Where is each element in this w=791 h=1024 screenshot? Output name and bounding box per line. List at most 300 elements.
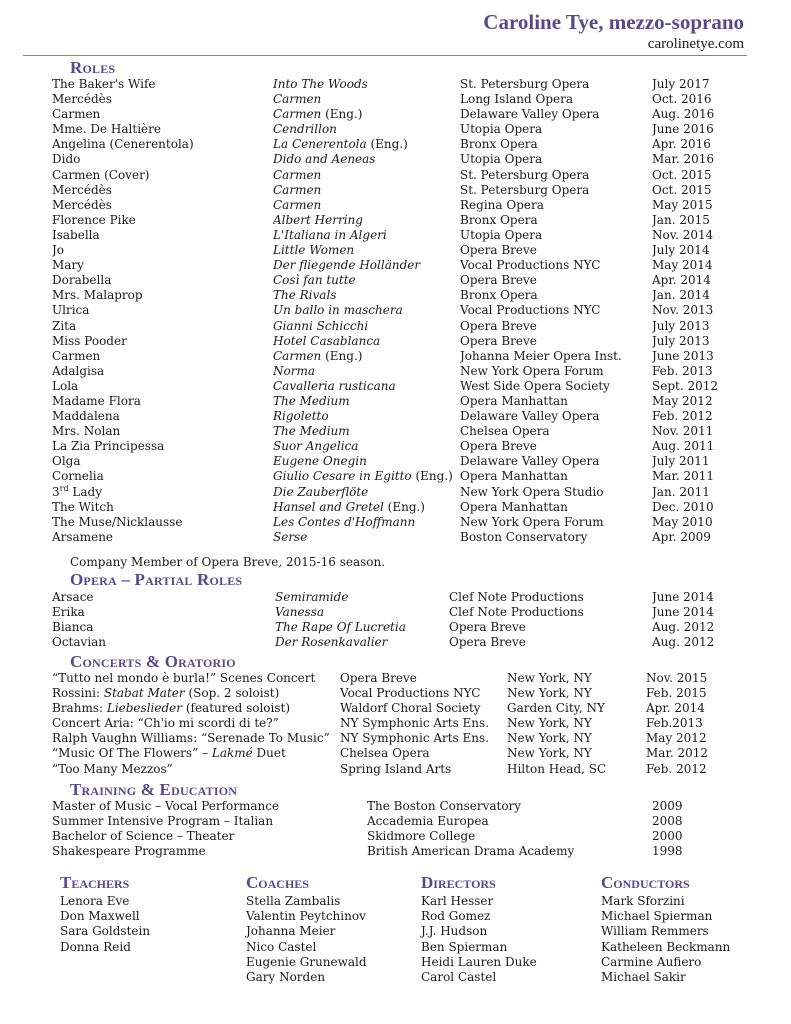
coaches-heading: Coaches bbox=[246, 873, 309, 892]
performance-date: Mar. 2016 bbox=[652, 152, 715, 167]
institution: British American Drama Academy bbox=[367, 844, 575, 859]
conductor-name: Michael Spierman bbox=[601, 909, 713, 924]
concert-row bbox=[52, 731, 758, 746]
opera-title-text: Carmen bbox=[273, 107, 322, 122]
language-note: (Eng.) bbox=[321, 348, 363, 363]
role-name: Madame Flora bbox=[52, 393, 141, 408]
concert-program: Ralph Vaughn Williams: “Serenade To Music” bbox=[52, 731, 330, 746]
concerts-heading: Concerts & Oratorio bbox=[70, 652, 236, 671]
performance-date: Apr. 2014 bbox=[652, 273, 711, 288]
role-row bbox=[52, 288, 758, 303]
company-name: New York Opera Forum bbox=[460, 514, 604, 529]
program-name: Summer Intensive Program – Italian bbox=[52, 814, 274, 829]
year: 2008 bbox=[652, 814, 683, 829]
concerts-table bbox=[52, 671, 758, 777]
opera-title bbox=[273, 469, 460, 484]
opera-title-text: La Cenerentola bbox=[273, 137, 367, 152]
concert-row bbox=[52, 701, 758, 716]
location: New York, NY bbox=[507, 716, 592, 731]
role-row bbox=[52, 469, 758, 484]
role-name: Erika bbox=[52, 605, 85, 620]
opera-title-text: Norma bbox=[273, 363, 315, 378]
role-name: Arsamene bbox=[52, 529, 114, 544]
opera-title-text: Carmen bbox=[273, 197, 322, 212]
opera-title bbox=[273, 168, 460, 183]
opera-title bbox=[273, 213, 460, 228]
performance-date: June 2014 bbox=[652, 590, 714, 604]
role-row bbox=[52, 137, 758, 152]
company-name: Opera Breve bbox=[449, 620, 526, 635]
company-name: Opera Manhattan bbox=[460, 499, 568, 514]
performance-date: Nov. 2015 bbox=[646, 671, 708, 685]
performance-date: Jan. 2015 bbox=[652, 212, 710, 227]
role-name: Adalgisa bbox=[52, 363, 105, 378]
role-name: Miss Pooder bbox=[52, 333, 127, 348]
presenter: Waldorf Choral Society bbox=[340, 701, 481, 716]
role-row bbox=[52, 77, 758, 92]
company-name: Clef Note Productions bbox=[449, 590, 584, 604]
company-name: West Side Opera Society bbox=[460, 378, 610, 393]
concert-row bbox=[52, 686, 758, 701]
opera-title bbox=[273, 515, 460, 530]
training-row bbox=[52, 844, 758, 859]
opera-title-text: The Medium bbox=[273, 424, 350, 439]
performance-date: Aug. 2012 bbox=[652, 635, 715, 650]
performance-date: July 2013 bbox=[652, 318, 710, 333]
company-name: Clef Note Productions bbox=[449, 605, 584, 620]
institution: The Boston Conservatory bbox=[367, 799, 522, 813]
opera-title-text: Giulio Cesare in Egitto bbox=[273, 469, 412, 484]
opera-title bbox=[273, 303, 460, 318]
role-name: Mercédès bbox=[52, 182, 112, 197]
company-name: St. Petersburg Opera bbox=[460, 182, 590, 197]
partial-role-row bbox=[52, 605, 758, 620]
role-row bbox=[52, 319, 758, 334]
role-row bbox=[52, 439, 758, 454]
opera-title-text: Rigoletto bbox=[273, 409, 329, 424]
opera-title bbox=[273, 198, 460, 213]
opera-title bbox=[273, 319, 460, 334]
company-name: New York Opera Forum bbox=[460, 363, 604, 378]
institution: Skidmore College bbox=[367, 829, 476, 844]
opera-title: Der Rosenkavalier bbox=[275, 635, 388, 650]
opera-title bbox=[273, 409, 460, 424]
performance-date: Apr. 2014 bbox=[646, 701, 705, 716]
director-name: Rod Gomez bbox=[421, 909, 491, 924]
performance-date: Oct. 2015 bbox=[652, 182, 712, 197]
opera-title bbox=[273, 228, 460, 243]
role-name: Mme. De Haltière bbox=[52, 122, 161, 137]
location: New York, NY bbox=[507, 671, 592, 685]
performance-date: Aug. 2011 bbox=[652, 439, 715, 454]
opera-title bbox=[273, 485, 460, 500]
role-name: Angelina (Cenerentola) bbox=[52, 137, 194, 152]
opera-title-text: Albert Herring bbox=[273, 212, 363, 227]
performance-date: July 2013 bbox=[652, 333, 710, 348]
performance-date: Feb. 2012 bbox=[646, 761, 707, 776]
location: Hilton Head, SC bbox=[507, 761, 607, 776]
role-row bbox=[52, 107, 758, 122]
opera-title-text: Così fan tutte bbox=[273, 273, 356, 288]
company-name: Opera Manhattan bbox=[460, 469, 568, 484]
performance-date: July 2014 bbox=[652, 243, 710, 258]
role-name: The Muse/Nicklausse bbox=[52, 514, 183, 529]
role-row bbox=[52, 213, 758, 228]
performance-date: Jan. 2014 bbox=[652, 288, 710, 303]
concert-program: “Too Many Mezzos” bbox=[52, 761, 173, 776]
company-name: New York Opera Studio bbox=[460, 484, 604, 499]
partial-roles-table bbox=[52, 590, 758, 650]
teacher-name: Sara Goldstein bbox=[60, 924, 151, 939]
performance-date: Feb. 2015 bbox=[646, 686, 707, 701]
role-row bbox=[52, 243, 758, 258]
performance-date: Feb. 2012 bbox=[652, 409, 713, 424]
performance-date: Dec. 2010 bbox=[652, 499, 714, 514]
opera-title bbox=[273, 273, 460, 288]
role-name: Mercédès bbox=[52, 92, 112, 107]
presenter: Vocal Productions NYC bbox=[340, 686, 481, 701]
location: New York, NY bbox=[507, 746, 592, 761]
role-row bbox=[52, 228, 758, 243]
concert-program: Rossini: Stabat Mater (Sop. 2 soloist) bbox=[52, 686, 280, 701]
company-name: Opera Manhattan bbox=[460, 393, 568, 408]
opera-title-text: Carmen bbox=[273, 92, 322, 107]
company-name: Johanna Meier Opera Inst. bbox=[460, 348, 622, 363]
language-note: (Eng.) bbox=[383, 499, 425, 514]
company-name: Opera Breve bbox=[460, 318, 537, 333]
coaches-column bbox=[246, 873, 367, 985]
opera-title-text: Into The Woods bbox=[273, 77, 368, 91]
company-name: Delaware Valley Opera bbox=[460, 409, 600, 424]
director-name: Ben Spierman bbox=[421, 939, 508, 954]
coache-name: Stella Zambalis bbox=[246, 894, 341, 908]
opera-title-text: Serse bbox=[273, 529, 308, 544]
presenter: Opera Breve bbox=[340, 671, 417, 685]
conductors-heading: Conductors bbox=[601, 873, 690, 892]
opera-title bbox=[273, 394, 460, 409]
performance-date: May 2014 bbox=[652, 258, 713, 273]
concert-program: “Music Of The Flowers” – Lakmé Duet bbox=[52, 746, 286, 761]
company-name: St. Petersburg Opera bbox=[460, 167, 590, 182]
role-name: Arsace bbox=[52, 590, 94, 604]
role-name: Olga bbox=[52, 454, 81, 469]
opera-title bbox=[273, 183, 460, 198]
company-name: Opera Breve bbox=[460, 439, 537, 454]
performance-date: June 2016 bbox=[652, 122, 714, 137]
role-name: The Baker's Wife bbox=[52, 77, 156, 91]
conductor-name: William Remmers bbox=[601, 924, 709, 939]
performance-date: Apr. 2016 bbox=[652, 137, 711, 152]
performance-date: June 2014 bbox=[652, 605, 714, 620]
performance-date: Mar. 2011 bbox=[652, 469, 715, 484]
role-name: Carmen bbox=[52, 107, 101, 122]
role-name: Octavian bbox=[52, 635, 107, 650]
concert-program: Brahms: Liebeslieder (featured soloist) bbox=[52, 701, 291, 716]
performance-date: Apr. 2009 bbox=[652, 529, 711, 544]
role-row bbox=[52, 334, 758, 349]
role-row bbox=[52, 454, 758, 469]
program-name: Shakespeare Programme bbox=[52, 844, 206, 859]
concert-program: Concert Aria: “Ch'io mi scordi di te?” bbox=[52, 716, 279, 731]
teacher-name: Donna Reid bbox=[60, 939, 131, 954]
company-name: Utopia Opera bbox=[460, 122, 543, 137]
opera-title bbox=[273, 258, 460, 273]
year: 1998 bbox=[652, 844, 683, 859]
performance-date: Oct. 2015 bbox=[652, 167, 712, 182]
year: 2000 bbox=[652, 829, 683, 844]
role-name: Zita bbox=[52, 318, 77, 333]
coache-name: Eugenie Grunewald bbox=[246, 954, 367, 969]
performance-date: July 2011 bbox=[652, 454, 710, 469]
opera-title bbox=[273, 92, 460, 107]
opera-title-text: The Medium bbox=[273, 393, 350, 408]
opera-title-text: L'Italiana in Algeri bbox=[273, 227, 387, 242]
presenter: NY Symphonic Arts Ens. bbox=[340, 716, 490, 731]
performance-date: Jan. 2011 bbox=[652, 484, 710, 499]
director-name: Carol Castel bbox=[421, 970, 497, 985]
role-name: Dido bbox=[52, 152, 81, 167]
performance-date: May 2010 bbox=[652, 514, 713, 529]
role-row bbox=[52, 168, 758, 183]
roles-heading: Roles bbox=[70, 58, 116, 77]
performance-date: Aug. 2016 bbox=[652, 107, 715, 122]
role-name: 3rd Lady bbox=[52, 484, 102, 499]
performance-date: Oct. 2016 bbox=[652, 92, 712, 107]
role-row bbox=[52, 530, 758, 545]
company-name: Utopia Opera bbox=[460, 152, 543, 167]
partial-role-row bbox=[52, 620, 758, 635]
roles-table bbox=[52, 77, 758, 545]
concert-row bbox=[52, 716, 758, 731]
opera-title-text: Carmen bbox=[273, 348, 322, 363]
conductor-name: Carmine Aufiero bbox=[601, 954, 702, 969]
teachers-heading: Teachers bbox=[60, 873, 130, 892]
company-name: Chelsea Opera bbox=[460, 424, 550, 439]
training-row bbox=[52, 814, 758, 829]
company-name: Vocal Productions NYC bbox=[460, 258, 601, 273]
company-member-note: Company Member of Opera Breve, 2015-16 season. bbox=[70, 555, 386, 569]
role-name: Mrs. Malaprop bbox=[52, 288, 143, 303]
role-row bbox=[52, 394, 758, 409]
role-name: Cornelia bbox=[52, 469, 104, 484]
role-row bbox=[52, 379, 758, 394]
role-row bbox=[52, 515, 758, 530]
role-row bbox=[52, 122, 758, 137]
partial-role-row bbox=[52, 635, 758, 650]
role-name: Florence Pike bbox=[52, 212, 136, 227]
opera-title bbox=[273, 424, 460, 439]
partial-role-row bbox=[52, 590, 758, 605]
performance-date: May 2012 bbox=[652, 393, 713, 408]
program-name: Bachelor of Science – Theater bbox=[52, 829, 235, 844]
role-row bbox=[52, 349, 758, 364]
concert-row bbox=[52, 762, 758, 777]
opera-title bbox=[273, 107, 460, 122]
concert-row bbox=[52, 671, 758, 686]
opera-title-text: Carmen bbox=[273, 167, 322, 182]
location: New York, NY bbox=[507, 731, 592, 746]
training-row bbox=[52, 829, 758, 844]
company-name: St. Petersburg Opera bbox=[460, 77, 590, 91]
opera-title: Semiramide bbox=[275, 590, 349, 604]
concert-row bbox=[52, 746, 758, 761]
performance-date: May 2015 bbox=[652, 197, 713, 212]
role-name: Maddalena bbox=[52, 409, 120, 424]
role-row bbox=[52, 485, 758, 500]
opera-title-text: Der fliegende Holländer bbox=[273, 258, 421, 273]
role-row bbox=[52, 500, 758, 515]
company-name: Vocal Productions NYC bbox=[460, 303, 601, 318]
opera-title bbox=[273, 364, 460, 379]
opera-title bbox=[273, 137, 460, 152]
language-note: (Eng.) bbox=[321, 107, 363, 122]
opera-title-text: Gianni Schicchi bbox=[273, 318, 369, 333]
role-name: The Witch bbox=[52, 499, 114, 514]
role-row bbox=[52, 92, 758, 107]
language-note: (Eng.) bbox=[366, 137, 408, 152]
opera-title-text: Cendrillon bbox=[273, 122, 337, 137]
conductor-name: Mark Sforzini bbox=[601, 894, 685, 908]
program-name: Master of Music – Vocal Performance bbox=[52, 799, 280, 813]
coache-name: Valentin Peytchinov bbox=[246, 909, 366, 924]
location: New York, NY bbox=[507, 686, 592, 701]
language-note: (Eng.) bbox=[411, 469, 453, 484]
training-row bbox=[52, 799, 758, 814]
opera-title bbox=[273, 243, 460, 258]
opera-title-text: Little Women bbox=[273, 243, 355, 258]
presenter: Chelsea Opera bbox=[340, 746, 430, 761]
training-heading: Training & Education bbox=[70, 780, 238, 799]
role-name: Mercédès bbox=[52, 197, 112, 212]
opera-title bbox=[273, 500, 460, 515]
performance-date: Nov. 2011 bbox=[652, 424, 714, 439]
training-table bbox=[52, 799, 758, 859]
role-name: La Zia Principessa bbox=[52, 439, 165, 454]
opera-title-text: Un ballo in maschera bbox=[273, 303, 403, 318]
role-name: Ulrica bbox=[52, 303, 90, 318]
company-name: Opera Breve bbox=[460, 273, 537, 288]
director-name: J.J. Hudson bbox=[421, 924, 488, 939]
performance-date: Nov. 2014 bbox=[652, 227, 714, 242]
performance-date: May 2012 bbox=[646, 731, 707, 746]
company-name: Bronx Opera bbox=[460, 288, 538, 303]
company-name: Opera Breve bbox=[460, 333, 537, 348]
opera-title-text: Carmen bbox=[273, 182, 322, 197]
opera-title bbox=[273, 77, 460, 92]
directors-heading: Directors bbox=[421, 873, 496, 892]
company-name: Regina Opera bbox=[460, 197, 544, 212]
company-name: Opera Breve bbox=[460, 243, 537, 258]
conductors-column bbox=[601, 873, 730, 985]
role-row bbox=[52, 152, 758, 167]
presenter: NY Symphonic Arts Ens. bbox=[340, 731, 490, 746]
location: Garden City, NY bbox=[507, 701, 605, 716]
opera-title-text: Hotel Casablanca bbox=[273, 333, 381, 348]
role-name: Jo bbox=[52, 243, 65, 258]
opera-title-text: Les Contes d'Hoffmann bbox=[273, 514, 416, 529]
teacher-name: Don Maxwell bbox=[60, 909, 140, 924]
opera-title bbox=[273, 152, 460, 167]
performance-date: June 2013 bbox=[652, 348, 714, 363]
teachers-column bbox=[60, 873, 150, 955]
performance-date: Feb. 2013 bbox=[652, 363, 713, 378]
coache-name: Gary Norden bbox=[246, 970, 326, 985]
company-name: Delaware Valley Opera bbox=[460, 107, 600, 122]
opera-title: Vanessa bbox=[275, 605, 325, 620]
director-name: Karl Hesser bbox=[421, 894, 494, 908]
role-row bbox=[52, 198, 758, 213]
opera-title bbox=[273, 439, 460, 454]
opera-title-text: Hansel and Gretel bbox=[273, 499, 384, 514]
directors-column bbox=[421, 873, 537, 985]
role-name: Bianca bbox=[52, 620, 94, 635]
coache-name: Johanna Meier bbox=[246, 924, 336, 939]
company-name: Delaware Valley Opera bbox=[460, 454, 600, 469]
performance-date: Sept. 2012 bbox=[652, 378, 718, 393]
website-link[interactable]: carolinetye.com bbox=[647, 36, 744, 52]
role-name: Dorabella bbox=[52, 273, 112, 288]
opera-title-text: Cavalleria rusticana bbox=[273, 378, 396, 393]
performance-date: Mar. 2012 bbox=[646, 746, 709, 761]
company-name: Boston Conservatory bbox=[460, 529, 588, 544]
performance-date: Aug. 2012 bbox=[652, 620, 715, 635]
opera-title-text: Eugene Onegin bbox=[273, 454, 367, 469]
opera-title: The Rape Of Lucretia bbox=[275, 620, 406, 635]
opera-title bbox=[273, 122, 460, 137]
opera-title bbox=[273, 530, 460, 545]
coache-name: Nico Castel bbox=[246, 939, 317, 954]
opera-title bbox=[273, 349, 460, 364]
company-name: Opera Breve bbox=[449, 635, 526, 650]
role-row bbox=[52, 273, 758, 288]
role-row bbox=[52, 258, 758, 273]
conductor-name: Katheleen Beckmann bbox=[601, 939, 731, 954]
opera-title-text: Dido and Aeneas bbox=[273, 152, 376, 167]
role-name: Isabella bbox=[52, 227, 100, 242]
director-name: Heidi Lauren Duke bbox=[421, 954, 537, 969]
company-name: Utopia Opera bbox=[460, 227, 543, 242]
performer-name: Caroline Tye, mezzo-soprano bbox=[483, 10, 744, 34]
opera-title-text: The Rivals bbox=[273, 288, 337, 303]
year: 2009 bbox=[652, 799, 683, 813]
opera-title bbox=[273, 334, 460, 349]
company-name: Bronx Opera bbox=[460, 137, 538, 152]
role-row bbox=[52, 409, 758, 424]
concert-program: “Tutto nel mondo è burla!” Scenes Concert bbox=[52, 671, 316, 685]
performance-date: Feb.2013 bbox=[646, 716, 703, 731]
opera-title bbox=[273, 454, 460, 469]
performance-date: Nov. 2013 bbox=[652, 303, 714, 318]
header-divider bbox=[23, 55, 747, 56]
institution: Accademia Europea bbox=[367, 814, 489, 829]
conductor-name: Michael Sakir bbox=[601, 970, 686, 985]
role-name: Mrs. Nolan bbox=[52, 424, 121, 439]
company-name: Long Island Opera bbox=[460, 92, 574, 107]
role-row bbox=[52, 183, 758, 198]
opera-title-text: Die Zauberflöte bbox=[273, 484, 369, 499]
role-row bbox=[52, 364, 758, 379]
partial-roles-heading: Opera – Partial Roles bbox=[70, 570, 243, 589]
teacher-name: Lenora Eve bbox=[60, 894, 130, 908]
presenter: Spring Island Arts bbox=[340, 761, 452, 776]
role-row bbox=[52, 424, 758, 439]
performance-date: July 2017 bbox=[652, 77, 710, 91]
company-name: Bronx Opera bbox=[460, 212, 538, 227]
role-name: Carmen bbox=[52, 348, 101, 363]
role-row bbox=[52, 303, 758, 318]
opera-title bbox=[273, 288, 460, 303]
opera-title bbox=[273, 379, 460, 394]
